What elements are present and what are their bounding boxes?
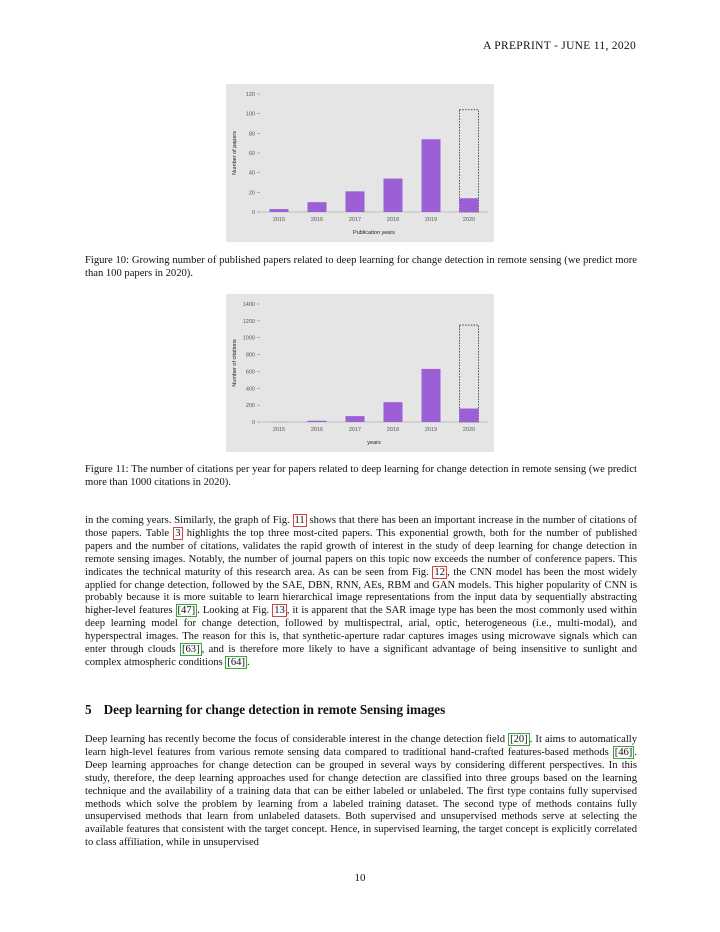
bar-2019 (422, 369, 441, 422)
x-tick-label: 2018 (386, 217, 400, 223)
text-run: in the coming years. Similarly, the graph of Fig. (85, 515, 293, 526)
y-tick-label: 60 (248, 151, 255, 157)
figure-11-citations-chart (226, 294, 494, 452)
x-tick-label: 2015 (272, 217, 286, 223)
citation-link[interactable]: [47] (177, 605, 196, 617)
text-run: . (247, 656, 250, 668)
bar-2018 (384, 402, 403, 422)
bar-2020 (460, 198, 479, 212)
x-tick-label: 2017 (348, 217, 362, 223)
figure-10-papers-chart (226, 84, 494, 242)
y-tick-label: 80 (248, 131, 255, 138)
table-ref-link[interactable]: 3 (175, 527, 181, 539)
figure-ref-link[interactable]: 13 (274, 605, 285, 617)
x-tick-label: 2020 (462, 427, 476, 433)
x-tick-label: 2019 (424, 217, 438, 223)
figure-11-caption: Figure 11: The number of citations per year for papers related to deep learning for change detection in remote sensing (we predict more than 1000 citations in 2020). (85, 464, 637, 488)
x-tick-label: 2016 (310, 217, 324, 223)
citations-bar-chart (226, 294, 494, 452)
text-run: shows that there has been an important increase in the number of citations of those papers. Table (85, 515, 638, 539)
body-paragraph-2 (85, 734, 637, 850)
x-tick-label: 2015 (272, 427, 286, 433)
y-tick-label: 40 (248, 170, 255, 177)
y-tick-label: 120 (245, 92, 255, 98)
citation-link[interactable]: [20] (510, 734, 528, 745)
y-tick-label: 20 (248, 190, 255, 197)
x-axis-label: years (367, 440, 381, 446)
bar-2017 (346, 416, 365, 422)
x-axis-label: Publication years (353, 230, 395, 236)
bar-2019 (422, 139, 441, 212)
page-number: 10 (354, 872, 366, 884)
x-tick-label: 2020 (462, 217, 476, 223)
y-tick-label: 1000 (242, 335, 255, 342)
body-paragraph-1 (85, 515, 637, 670)
y-axis-label: Number of citations (232, 339, 238, 387)
x-tick-label: 2019 (424, 427, 438, 433)
bar-2017 (346, 191, 365, 212)
running-header: A PREPRINT - JUNE 11, 2020 (483, 40, 636, 52)
bar-2016 (308, 202, 327, 212)
y-tick-label: 0 (251, 420, 255, 426)
y-tick-label: 1400 (242, 302, 255, 308)
citation-link[interactable]: [46] (614, 746, 633, 758)
papers-bar-chart (226, 84, 494, 242)
section-heading (85, 702, 445, 718)
y-tick-label: 600 (245, 369, 255, 376)
text-run: , the CNN model has been the most widely applied for change detection, followed by the SAE, DBN, RNN, AEs, RBM and GAN models. This higher popularity of CNN is probably because it is more suitable to learn hierarchical image representations from the input data by sequentially abstracting higher-level features (85, 566, 637, 617)
y-axis-label: Number of papers (232, 130, 238, 176)
bar-2015 (270, 209, 289, 212)
bar-2020 (460, 409, 479, 422)
figure-ref-link[interactable]: 12 (434, 566, 445, 578)
y-tick-label: 100 (245, 111, 255, 118)
citation-link[interactable]: [63] (181, 644, 200, 656)
text-run: , it is apparent that the SAR image type has been the most commonly used within deep learning model for change detection, followed by multispectral, arial, optic, heterogeneous (i.e., multi-modal), and hyperspectral images. The reason for this is, that synthetic-aperture radar captures images using microwave signals which can enter through clouds (85, 605, 637, 656)
text-run: Deep learning has recently become the focus of considerable interest in the change detection field (85, 734, 509, 745)
section-title: Deep learning for change detection in remote Sensing images (103, 702, 446, 717)
text-run: , and is therefore more likely to have a significant advantage of being insensitive to sunlight and complex atmospheric conditions (85, 644, 637, 668)
y-tick-label: 1200 (242, 318, 255, 325)
text-run: . Deep learning approaches for change detection can be grouped in several ways by considering different perspectives. In this study, therefore, the deep learning approaches used for change detection are classified into three groups based on the learning technique and the availability of a training data that can be either labeled or unlabeled. The first type contains fully supervised methods which solve the problem by learning from a labeled training dataset. The second type of methods contains fully unsupervised methods that learn from unlabeled datasets. Both supervised and unsupervised methods serve at selecting the available features that consistent with the target concept. Hence, in supervised learning, the target concept is explicitly correlated to class affiliation, while in unsupervised (85, 746, 637, 849)
y-tick-label: 200 (245, 403, 255, 410)
bar-2016 (308, 421, 327, 422)
bar-2018 (384, 179, 403, 212)
y-tick-label: 800 (245, 352, 255, 359)
section-number: 5 (85, 702, 92, 717)
text-run: . Looking at Fig. (197, 605, 273, 617)
text-run: highlights the top three most-cited papers. This exponential growth, both for the number of published papers and the number of citations, validates the rapid growth of interest in the study of deep learning for change detection in remote sensing images. Notably, the number of journal papers on this topic now exceeds the number of conference papers. This indicates the technical maturity of this research area. As can be seen from Fig. (85, 527, 637, 578)
x-tick-label: 2016 (310, 427, 324, 433)
x-tick-label: 2018 (386, 427, 400, 433)
citation-link[interactable]: [64] (227, 656, 245, 668)
y-tick-label: 400 (245, 386, 255, 393)
x-tick-label: 2017 (348, 427, 362, 433)
y-tick-label: 0 (251, 210, 255, 216)
figure-10-caption: Figure 10: Growing number of published papers related to deep learning for change detection in remote sensing (we predict more than 100 papers in 2020). (85, 255, 637, 279)
text-run: . It aims to automatically learn high-level features from various remote sensing data compared to traditional hand-crafted features-based methods (85, 734, 638, 758)
figure-ref-link[interactable]: 11 (294, 515, 305, 526)
